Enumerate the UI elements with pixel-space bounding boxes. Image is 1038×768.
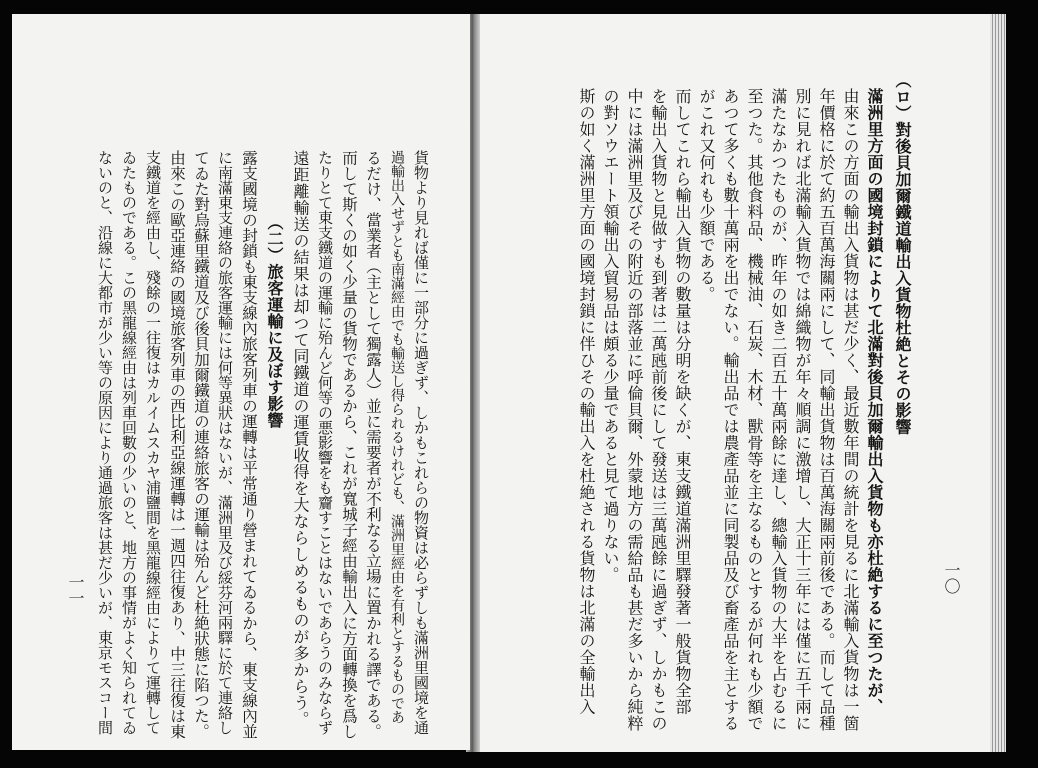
body-line: 由來この方面の輸出入貨物は甚だ少く、最近數年間の統計を見るに北滿輸入貨物は一箇 bbox=[841, 88, 860, 732]
body-line: たりとて東支鐵道の運輸に殆んど何等の悪影響をも齎すことはないであらうのみならず bbox=[316, 150, 334, 735]
page-number: 一一 bbox=[66, 574, 85, 606]
section-subheading: （二）旅客運輸に及ぼす影響 bbox=[265, 214, 284, 429]
body-line: がこれ又何れも少額である。 bbox=[697, 88, 716, 303]
body-line: 支鐵道を經由し、殘餘の一往復はカルイムスカヤ浦鹽間を黑龍線經由によりて運轉して bbox=[144, 150, 162, 735]
page-edge-stack bbox=[990, 14, 1006, 752]
section-heading: （ロ）對後貝加爾鐵道輸出入貨物杜絶とその影響 bbox=[893, 72, 912, 435]
body-line: 而してこれら輸出入貨物の數量は分明を缺くが、東支鐵道滿洲里驛發著一般貨物全部 bbox=[673, 88, 692, 715]
body-line: てゐた對烏蘇里鐵道及び後貝加爾鐵道の連絡旅客の運輸は殆んど杜絶狀態に陷つた。 bbox=[192, 150, 210, 739]
body-line: 貨物より見れば僅に一部分に過ぎず、しかもこれらの物資は必らずしも滿洲里國境を通 bbox=[412, 150, 430, 735]
body-line: 遠距離輸送の結果は却つて同鐵道の運賃收得を大ならしめるものが多からう。 bbox=[291, 150, 310, 728]
body-line: を輸出入貨物と見做すも到著は二萬瓲前後にして發送は三萬瓲餘に過ぎず、しかもこの bbox=[649, 88, 668, 732]
body-line: 中には滿洲里及びその附近の部落並に呼倫貝爾、外蒙地方の需給品も甚だ多いから純粹 bbox=[625, 88, 644, 732]
body-line: 至つた。其他食料品、機械油、石炭、木材、獸骨等を主なるものとするが何れも少額で bbox=[745, 88, 764, 732]
left-page bbox=[12, 14, 470, 750]
body-line: ないのと、沿線に大都市が少い等の原因により通過旅客は甚だ少いが、東京モスコー間 bbox=[96, 150, 114, 735]
body-line: あつて多くも數十萬兩を出でない。輸出品では農產品並に同製品及び畜產品を主とする bbox=[721, 88, 740, 732]
body-line: 斯の如く滿洲里方面の國境封鎖に伴ひその輸出入を杜絶される貨物は北滿の全輸出入 bbox=[577, 88, 596, 715]
body-line: 別に見れば北滿輸入貨物では綿織物が年々順調に激增し、大正十三年には僅に五千兩に bbox=[793, 88, 812, 732]
body-line: ゐたものである。この黑龍線經由は列車回數の少いのと、地方の事情がよく知られてゐ bbox=[120, 150, 138, 735]
body-line: の對ソウエート領輸出入貿易品は頗る少量であると見て過りない。 bbox=[601, 88, 620, 583]
body-line: 由來この歐亞連絡の國境旅客列車の西比利亞線運轉は一週四往復あり、中三往復は東 bbox=[168, 150, 186, 739]
body-line: 過輸出入せずとも南滿經由でも輸送し得られるけれども、滿洲里經由を有利とするものであ bbox=[389, 150, 405, 724]
body-line: 年價格に於て約五百萬海關兩にして、同輸出貨物は百萬海關兩前後である。而して品種 bbox=[817, 88, 836, 732]
page-number: 一〇 bbox=[942, 562, 961, 594]
body-line: に南滿東支連絡の旅客運輸には何等異狀はないが、滿洲里及び綏芬河兩驛に於て連絡し bbox=[216, 150, 234, 735]
body-line: 滿洲里方面の國境封鎖によりて北滿對後貝加爾輸出入貨物も亦杜絶するに至つたが、 bbox=[865, 88, 884, 715]
right-page bbox=[478, 14, 1006, 752]
body-line: るだけ、當業者（主として獨露人）並に需要者が不利なる立場に置かれる譯である。 bbox=[364, 150, 382, 739]
body-line: 露支國境の封鎖も東支線內旅客列車の運轉は平常通り營まれてゐるから、東支線內並 bbox=[240, 150, 258, 739]
body-line: 而して斯くの如く少量の貨物であるから、これが寬城子經由輸出入に方面轉換を爲し bbox=[340, 150, 358, 739]
body-line: 滿たなかつたものが、昨年の如き二百五十萬兩餘に達し、總輸入貨物の大半を占むるに bbox=[769, 88, 788, 732]
